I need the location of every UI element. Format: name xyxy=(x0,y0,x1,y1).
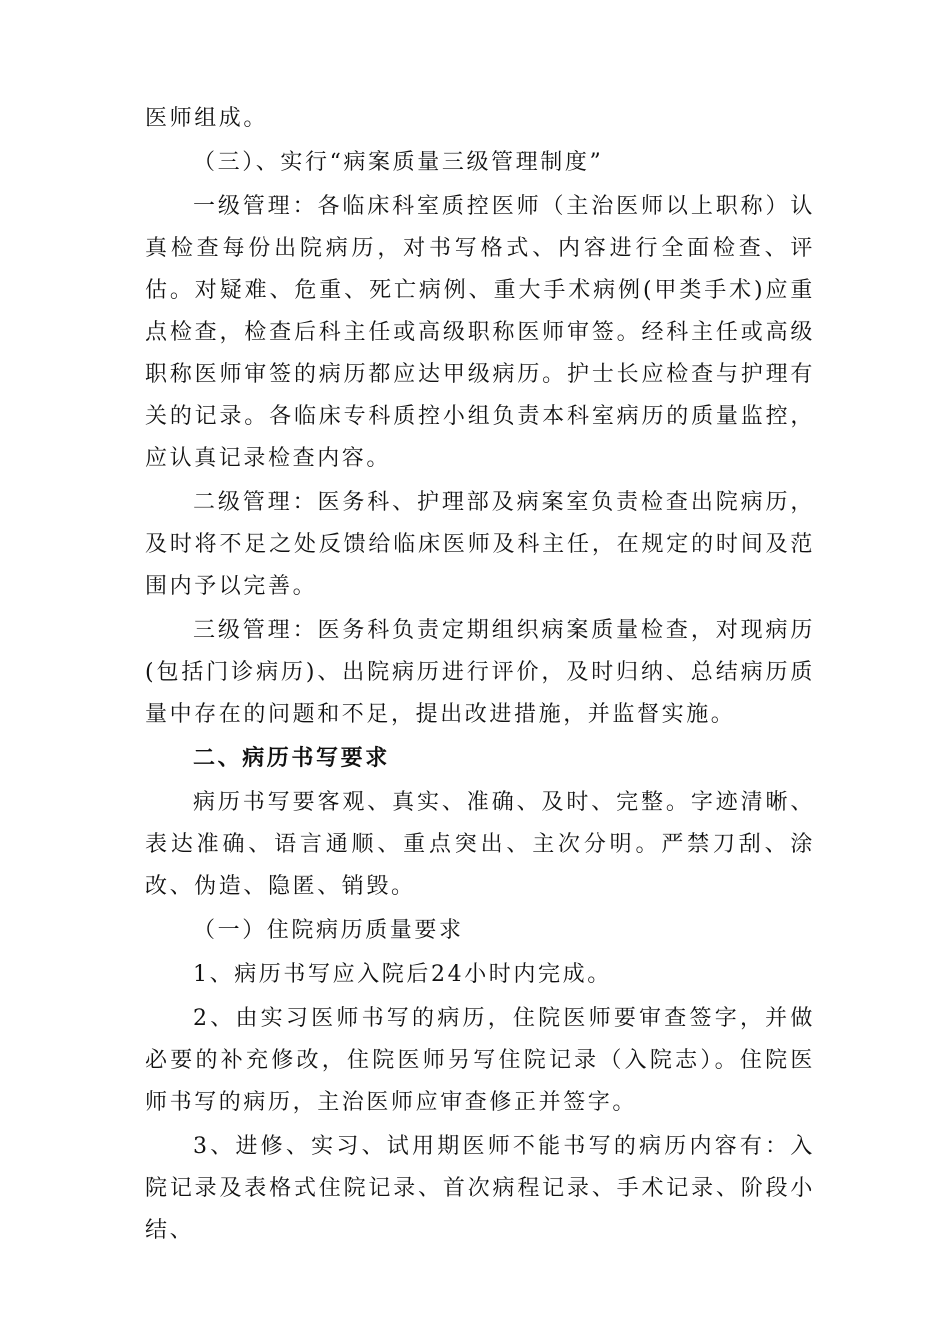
paragraph-level-one-management: 一级管理：各临床科室质控医师（主治医师以上职称）认真检查每份出院病历，对书写格式、内容进行全面检查、评估。对疑难、危重、死亡病例、重大手术病例(甲类手术)应重点检查，检查后科主任或高级职称医师审签。经科主任或高级职称医师审签的病历都应达甲级病历。护士长应检查与护理有关的记录。各临床专科质控小组负责本科室病历的质量监控，应认真记录检查内容。 xyxy=(145,194,815,471)
list-item-3: 3、进修、实习、试用期医师不能书写的病历内容有：入院记录及表格式住院记录、首次病程记录、手术记录、阶段小结、 xyxy=(145,1134,815,1243)
section-heading-writing-requirements: 二、病历书写要求 xyxy=(193,746,390,771)
paragraph-writing-principles: 病历书写要客观、真实、准确、及时、完整。字迹清晰、表达准确、语言通顺、重点突出、主次分明。严禁刀刮、涂改、伪造、隐匿、销毁。 xyxy=(145,790,815,899)
document-body xyxy=(145,98,815,1254)
paragraph-continuation: 医师组成。 xyxy=(145,106,269,131)
list-item-1: 1、病历书写应入院后24小时内完成。 xyxy=(193,962,612,987)
section-subheading-inpatient-quality: （一）住院病历质量要求 xyxy=(193,918,464,943)
paragraph-level-two-management: 二级管理：医务科、护理部及病案室负责检查出院病历，及时将不足之处反馈给临床医师及科主任，在规定的时间及范围内予以完善。 xyxy=(145,490,815,599)
paragraph-level-three-management: 三级管理：医务科负责定期组织病案质量检查，对现病历(包括门诊病历)、出院病历进行评价，及时归纳、总结病历质量中存在的问题和不足，提出改进措施，并监督实施。 xyxy=(145,618,815,727)
list-item-2: 2、由实习医师书写的病历，住院医师要审查签字，并做必要的补充修改，住院医师另写住院记录（入院志）。住院医师书写的病历，主治医师应审查修正并签字。 xyxy=(145,1006,815,1115)
section-subheading-three-level-management: （三）、实行“病案质量三级管理制度” xyxy=(193,150,604,175)
